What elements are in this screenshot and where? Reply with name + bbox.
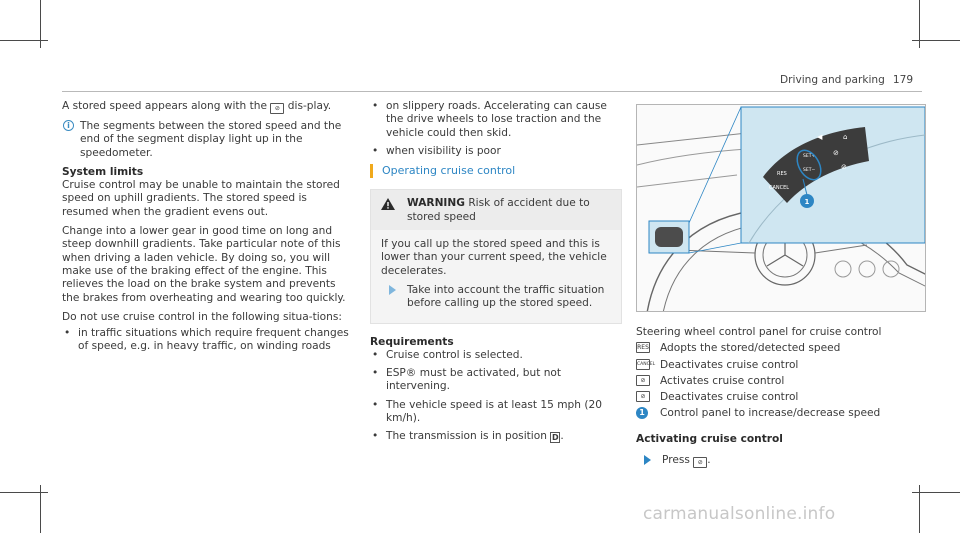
list-item: • in traffic situations which require frequent changes of speed, e.g. in heavy traffic, on winding roads [62, 327, 352, 354]
intro-text-end: dis-play. [287, 100, 332, 112]
figure-caption: Steering wheel control panel for cruise control [636, 326, 882, 338]
info-text: The segments between the stored speed and the end of the segment display light up in the speedometer. [80, 120, 342, 159]
arrow-right-icon [644, 455, 651, 465]
header-section: Driving and parking [780, 74, 885, 86]
activating-step: Press ⊘ . [636, 454, 928, 468]
legend-row [636, 407, 928, 420]
crop-mark [912, 40, 960, 41]
cruise-on-key-icon: ⊘ [693, 457, 707, 468]
steering-wheel-figure [636, 104, 926, 312]
legend-text: Activates cruise control [660, 374, 785, 387]
section-title: Operating cruise control [370, 164, 622, 177]
limits-paragraph-1: Cruise control may be unable to maintain the stored speed on uphill gradients. The stored speed is resumed when the gradient evens out. [62, 179, 340, 218]
crop-mark [0, 492, 48, 493]
limits-paragraph-3: Do not use cruise control in the following situa-tions: [62, 310, 342, 323]
intro-paragraph [62, 100, 352, 114]
cruise-on-key-icon: ⊘ [636, 375, 650, 386]
arrow-right-icon [389, 285, 396, 295]
warning-action-text: Take into account the traffic situation before calling up the stored speed. [407, 283, 605, 310]
warning-title [381, 197, 611, 224]
list-item: • Cruise control is selected. [370, 349, 622, 362]
legend-text: Adopts the stored/detected speed [660, 342, 841, 355]
crop-mark [0, 40, 48, 41]
warning-triangle-icon [381, 198, 395, 210]
callout-1: 1 [804, 198, 810, 206]
column-middle [370, 100, 622, 449]
legend-text: Control panel to increase/decrease speed [660, 407, 881, 420]
column-right [636, 100, 928, 476]
warning-action [381, 284, 611, 311]
cruise-off-key-icon: ⊘ [636, 391, 650, 402]
press-text: Press [662, 454, 690, 467]
list-item: • ESP® must be activated, but not intervening. [370, 367, 622, 394]
legend-row [636, 391, 928, 404]
legend-text: Deactivates cruise control [660, 358, 799, 371]
info-icon: i [63, 120, 74, 131]
warning-title-text: Risk of accident due to stored speed [407, 197, 590, 223]
list-item: • on slippery roads. Accelerating can cause the drive wheels to lose traction and the vehicle could then skid. [370, 100, 622, 140]
limits-heading: System limits [62, 165, 144, 178]
list-item: • The transmission is in position D . [370, 430, 622, 443]
intro-text: A stored speed appears along with the [62, 100, 268, 112]
list-item: • when visibility is poor [370, 145, 622, 158]
set-plus-label: SET+ [803, 154, 816, 159]
warning-box [370, 189, 622, 323]
legend-text: Deactivates cruise control [660, 391, 799, 404]
situations-list-continued [370, 100, 622, 158]
running-header [780, 74, 913, 87]
warning-label: WARNING [407, 197, 465, 210]
svg-text:⊘: ⊘ [833, 149, 839, 157]
res-key-icon: RES [637, 344, 649, 352]
cancel-button-label: CANCEL [769, 185, 790, 191]
set-minus-label: SET− [803, 168, 816, 173]
res-button-label: RES [777, 171, 787, 177]
crop-mark [912, 492, 960, 493]
page-number: 179 [892, 74, 914, 86]
requirement-text: The transmission is in position [386, 430, 547, 443]
header-rule [62, 91, 922, 92]
svg-text:⌂: ⌂ [843, 133, 848, 141]
legend-row [636, 342, 928, 355]
steering-wheel-illustration [637, 105, 926, 312]
cancel-key-icon: CANCEL [636, 359, 650, 370]
requirements-heading: Requirements [370, 335, 454, 348]
cruise-on-symbol-icon: ⊘ [270, 103, 284, 114]
legend [636, 326, 928, 468]
warning-header [371, 190, 621, 230]
svg-text:◀: ◀ [817, 133, 823, 141]
situations-list [62, 327, 352, 354]
column-left [62, 100, 352, 359]
legend-row [636, 375, 928, 388]
callout-1-icon: 1 [636, 407, 648, 419]
watermark: carmanualsonline.info [643, 504, 836, 524]
requirements-list [370, 349, 622, 444]
legend-row [636, 359, 928, 372]
limits-paragraph-2: Change into a lower gear in good time on long and steep downhill gradients. Take particular note of this when driving a laden vehicle. By doing so, you will make use of the braking effect of the engine. This relieves the load on the brake system and prevents the brakes from overheating and wearing too quickly. [62, 225, 346, 304]
info-note [62, 120, 352, 160]
drive-position-d-icon: D [551, 433, 559, 443]
warning-body-text: If you call up the stored speed and this is lower than your current speed, the vehicle decelerates. [381, 238, 607, 277]
warning-body [371, 230, 621, 322]
list-item: • The vehicle speed is at least 15 mph (20 km/h). [370, 399, 622, 426]
activating-heading: Activating cruise control [636, 432, 783, 445]
svg-text:⊘: ⊘ [841, 163, 847, 171]
